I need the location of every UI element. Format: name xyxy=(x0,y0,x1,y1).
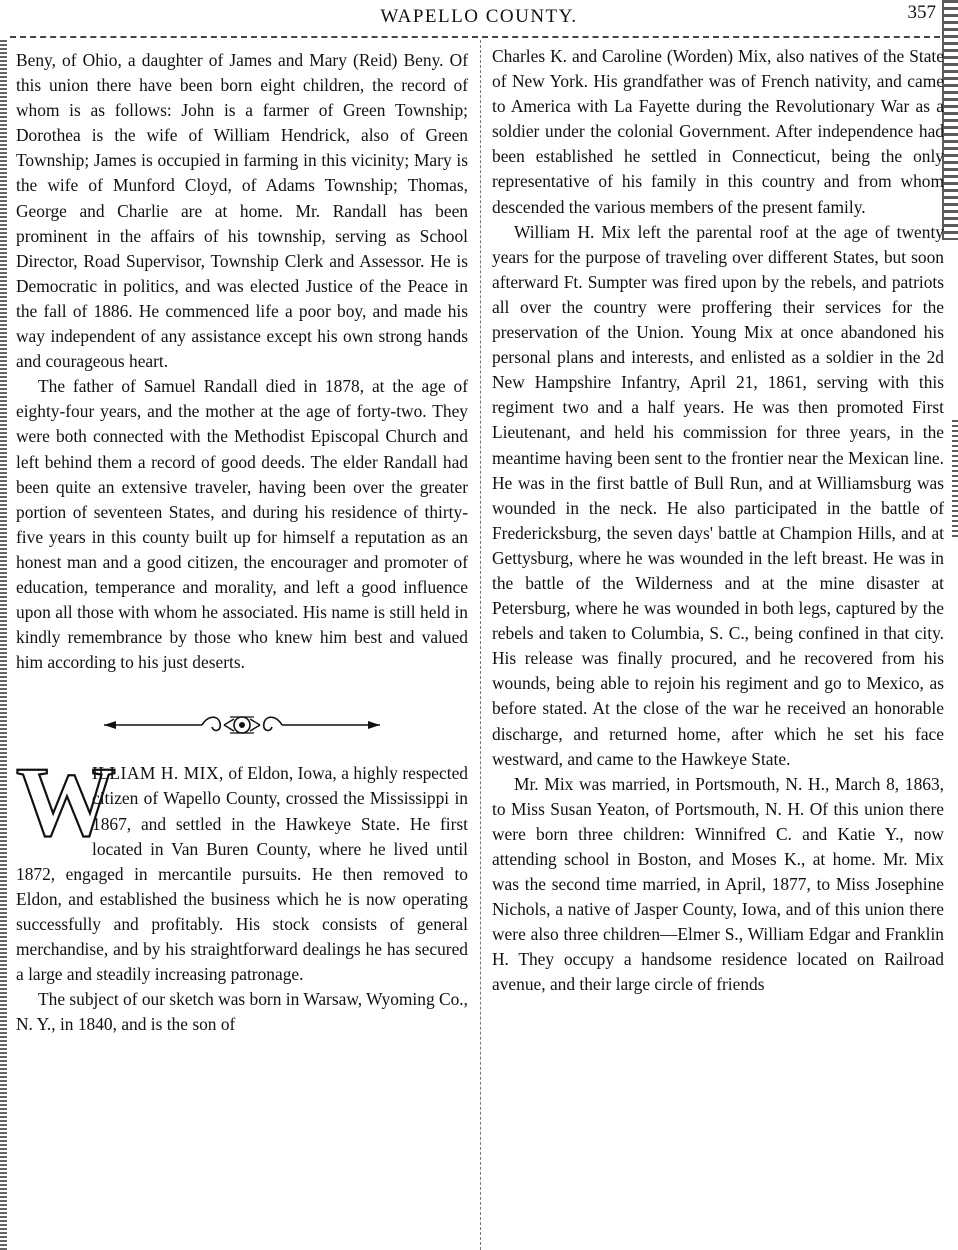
right-binding-edge xyxy=(942,0,958,240)
page-number: 357 xyxy=(907,2,936,23)
running-title: WAPELLO COUNTY. xyxy=(380,6,578,27)
paragraph-mix-birth: The subject of our sketch was born in Warsaw, Wyoming Co., N. Y., in 1840, and is the son of xyxy=(16,989,468,1035)
subject-name: ILLIAM H. MIX, xyxy=(92,763,224,784)
sketch-william-mix xyxy=(16,746,468,1037)
drop-cap: W xyxy=(16,746,116,858)
header-rule xyxy=(10,36,940,38)
column-divider xyxy=(480,40,481,1250)
paragraph-mix-intro-text: of Eldon, Iowa, a highly respected citizen of Wapello County, crossed the Mississippi in 1867, and settled in the Hawkeye State. He first located in Van Buren County, where he lived until 1872, engaged in mercantile pursuits. He then removed to Eldon, and established the business which he is now operating successfully and profitably. His stock consists of general merchandise, and by his straightforward dealings he has secured a large and steadily increasing patronage. xyxy=(16,763,468,985)
paragraph-mix-marriage: Mr. Mix was married, in Portsmouth, N. H., March 8, 1863, to Miss Susan Yeaton, of Portsmouth, N. H. Of this union there were born three children: Winnifred C. and Katie Y., now attending school in Boston, and Moses K., at home. Mr. Mix was the second time married, in April, 1877, to Miss Josephine Nichols, a native of Jasper County, Iowa, and of this union there were also three children—Elmer S., William Edgar and Franklin H. They occupy a handsome residence located on Railroad avenue, and their large circle of friends xyxy=(492,773,944,995)
right-column xyxy=(492,44,944,998)
paragraph-randall-father: The father of Samuel Randall died in 1878, at the age of eighty-four years, and the mother at the age of forty-two. They were both connected with the Methodist Episcopal Church and left behind them a record of good deeds. The elder Randall had been quite an extensive traveler, having been over the greater portion of seventeen States, and during his residence of thirty-five years in this county built up for himself a reputation as an honest man and a good citizen, the encourager and promoter of education, temperance and morality, and left a good influence upon all those with whom he associated. His name is still held in kindly remembrance by those who knew him best and valued him according to his just deserts. xyxy=(16,376,468,673)
section-ornament xyxy=(16,713,468,741)
paragraph-mix-war: William H. Mix left the parental roof at the age of twenty years for the purpose of traveling over different States, but soon afterward Ft. Sumpter was fired upon by the rebels, and patriots all over the country were proffering their services for the preservation of the Union. Young Mix at once abandoned his personal plans and interests, and enlisted as a soldier in the 2d New Hampshire Infantry, April 21, 1861, serving with this regiment two and a half years. He was then promoted First Lieutenant, and held his commission for three years, in the meantime having been sent to the frontier near the Mexican line. He was in the first battle of Bull Run, and at Williamsburg was wounded in the neck. He also participated in the battle of Fredericksburg, the seven days' battle at Champion Hills, and at Gettysburg, where he was wounded in the left breast. He was in the battle of the Wilderness and at the mine disaster at Petersburg, where he was wounded in both legs, captured by the rebels and taken to Columbia, S. C., being confined in that city. His release was finally procured, and he recovered from his wounds, being able to rejoin his regiment and go to Mexico, as before stated. At the close of the war he received an honorable discharge, and returned home, after which he set his face westward, and came to the Hawkeye State. xyxy=(492,221,944,769)
paragraph-mix-parents: Charles K. and Caroline (Worden) Mix, also natives of the State of New York. His grandfather was of French nativity, and came to America with La Fayette during the Revolutionary War as a soldier under the colonial Government. After independence had been established he settled in Connecticut, being the only representative of his family in this country and from whom descended the various members of the present family. xyxy=(492,46,944,217)
right-binding-edge-lower xyxy=(952,420,958,540)
ornament-divider-icon xyxy=(102,713,382,737)
left-column xyxy=(16,48,468,1037)
paragraph-randall-children: Beny, of Ohio, a daughter of James and Mary (Reid) Beny. Of this union there have been born eight children, the record of whom is as follows: John is a farmer of Green Township; Dorothea is the wife of William Hendrick, also of Green Township; James is occupied in farming in this vicinity; Mary is the wife of Munford Cloyd, of Adams Township; Thomas, George and Charlie are at home. Mr. Randall has been prominent in the affairs of his township, serving as School Director, Road Supervisor, Township Clerk and Assessor. He is Democratic in politics, and was elected Justice of the Peace in the fall of 1886. He commenced life a poor boy, and made his way independent of any assistance except his own strong hands and courageous heart. xyxy=(16,50,468,372)
left-binding-edge xyxy=(0,40,7,1250)
page-header xyxy=(0,0,958,36)
